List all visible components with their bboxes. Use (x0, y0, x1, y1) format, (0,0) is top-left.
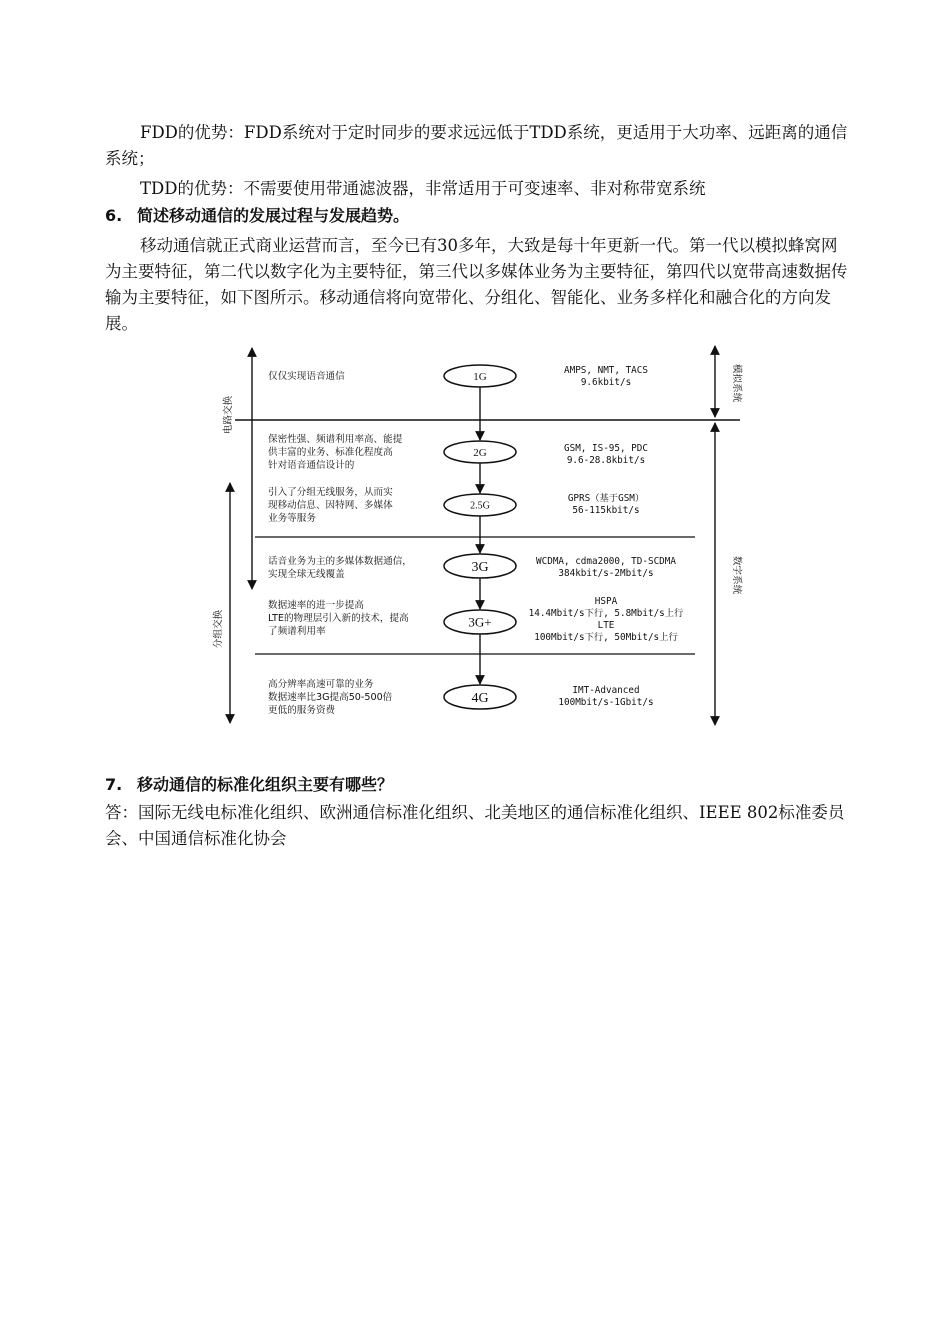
gen-4g-description-line: 更低的服务资费 (268, 705, 336, 716)
gen-1g-label: 1G (473, 370, 487, 383)
gen-2-5g-description-line: 业务等服务 (268, 513, 316, 524)
gen-2g-label: 2G (473, 446, 487, 459)
gen-2-5g-description-line: 现移动信息、因特网、多媒体 (268, 500, 393, 511)
question-7-heading (105, 772, 850, 798)
gen-3g-description-line: 话音业务为主的多媒体数据通信， (268, 556, 412, 567)
gen-4g-tech-line: 100Mbit/s-1Gbit/s (558, 697, 654, 708)
gen-2g-description-line: 保密性强、频谱利用率高、能提 (268, 434, 403, 445)
gen-1g-tech-line: AMPS, NMT, TACS (564, 365, 648, 376)
gen-3gplus-tech-line: 100Mbit/s下行, 50Mbit/s上行 (534, 632, 678, 643)
gen-1g-tech-line: 9.6kbit/s (580, 377, 632, 388)
answer-7-paragraph: 答：国际无线电标准化组织、欧洲通信标准化组织、北美地区的通信标准化组织、IEEE 802标准委员会、中国通信标准化协会 (105, 803, 845, 848)
gen-4g-description-line: 数据速率比3G提高50-500倍 (268, 692, 393, 703)
mobile-generations-figure (215, 343, 740, 728)
gen-2-5g-description-line: 引入了分组无线服务，从而实 (268, 487, 393, 498)
gen-3gplus-description-line: 了频谱利用率 (268, 626, 326, 637)
question-6-number: 6. (105, 206, 123, 225)
gen-2g-description-line: 供丰富的业务、标准化程度高 (268, 447, 393, 458)
gen-2g-tech-line: GSM, IS-95, PDC (564, 443, 648, 454)
gen-3g-description-line: 实现全球无线覆盖 (268, 569, 345, 580)
label-digital-system: 数字系统 (731, 555, 742, 595)
generation-rows (268, 365, 683, 716)
gen-4g-label: 4G (471, 691, 489, 707)
gen-1g-description-line: 仅仅实现语音通信 (268, 371, 345, 382)
gen-3g-tech-line: 384kbit/s-2Mbit/s (558, 568, 654, 579)
gen-3gplus-tech-line: 14.4Mbit/s下行, 5.8Mbit/s上行 (528, 608, 684, 619)
question-7-number: 7. (105, 775, 123, 794)
gen-3gplus-tech-line: HSPA (594, 596, 618, 607)
evolution-paragraph: 移动通信就正式商业运营而言，至今已有30多年，大致是每十年更新一代。第一代以模拟蜂窝网为主要特征，第二代以数字化为主要特征，第三代以多媒体业务为主要特征，第四代以宽带高速数据传输为主要特征，如下图所示。移动通信将向宽带化、分组化、智能化、业务多样化和融合化的方向发展。 (105, 236, 848, 333)
gen-2-5g-tech-line: 56-115kbit/s (572, 505, 640, 516)
gen-3gplus-label: 3G+ (468, 614, 492, 630)
gen-2g-description-line: 针对语音通信设计的 (268, 460, 355, 471)
label-packet-switching: 分组交换 (213, 609, 224, 649)
gen-4g-tech-line: IMT-Advanced (572, 685, 640, 696)
gen-3g-label: 3G (471, 560, 489, 576)
question-6-text: 简述移动通信的发展过程与发展趋势。 (137, 206, 410, 225)
fdd-advantage-paragraph: FDD的优势：FDD系统对于定时同步的要求远远低于TDD系统，更适用于大功率、远距离的通信系统； (105, 123, 848, 168)
gen-3gplus-description-line: LTE的物理层引入新的技术，提高 (268, 613, 409, 624)
gen-2g-tech-line: 9.6-28.8kbit/s (566, 455, 646, 466)
gen-3g-tech-line: WCDMA, cdma2000, TD-SCDMA (536, 556, 676, 567)
gen-2-5g-tech-line: GPRS（基于GSM） (567, 493, 645, 504)
gen-2-5g-label: 2.5G (470, 500, 490, 512)
label-circuit-switching: 电路交换 (223, 395, 234, 435)
label-analog-system: 模拟系统 (731, 363, 742, 403)
tdd-advantage-paragraph: TDD的优势：不需要使用带通滤波器，非常适用于可变速率、非对称带宽系统 (140, 179, 706, 198)
gen-3gplus-description-line: 数据速率的进一步提高 (268, 600, 364, 611)
gen-4g-description-line: 高分辨率高速可靠的业务 (268, 679, 374, 690)
question-6-heading (105, 203, 850, 229)
gen-3gplus-tech-line: LTE (597, 620, 615, 631)
question-7-text: 移动通信的标准化组织主要有哪些？ (137, 775, 394, 794)
